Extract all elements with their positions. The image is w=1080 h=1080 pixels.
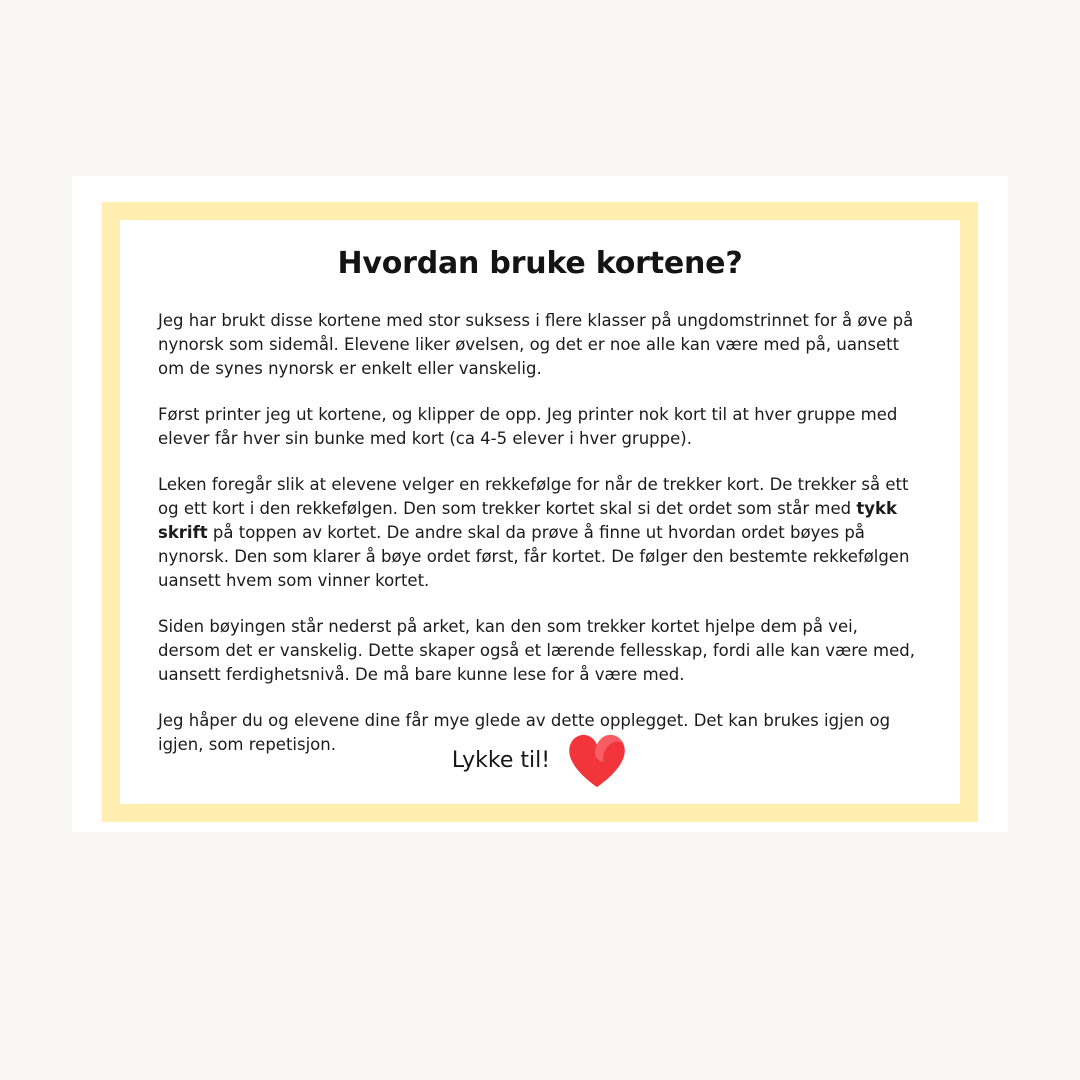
paragraph (158, 473, 922, 593)
red-heart-icon (566, 732, 628, 790)
paragraph-text: Siden bøyingen står nederst på arket, kan den som trekker kortet hjelpe dem på vei, dersom det er vanskelig. Dette skaper også et lærende fellesskap, fordi alle kan være med, uansett ferdighetsnivå. De må bare kunne lese for å være med. (158, 617, 916, 684)
paragraph (158, 615, 922, 687)
paragraph (158, 309, 922, 381)
paragraph-text: Først printer jeg ut kortene, og klipper de opp. Jeg printer nok kort til at hver gruppe med elever får hver sin bunke med kort (ca 4-5 elever i hver gruppe). (158, 405, 898, 448)
signoff (120, 732, 960, 790)
decorative-yellow-frame (102, 202, 978, 822)
body-copy (158, 309, 922, 757)
document-card (72, 176, 1008, 832)
paragraph-text: Jeg håper du og elevene dine får mye glede av dette opplegget. Det kan brukes igjen og igjen, som repetisjon. (158, 711, 891, 754)
signoff-text: Lykke til! (451, 748, 551, 773)
document-sheet (120, 220, 960, 804)
paragraph (158, 403, 922, 451)
paragraph-text: på toppen av kortet. De andre skal da prøve å finne ut hvordan ordet bøyes på nynorsk. Den som klarer å bøye ordet først, får kortet. De følger den bestemte rekkefølgen uansett hvem som vinner kortet. (158, 523, 910, 590)
paragraph-text: Leken foregår slik at elevene velger en rekkefølge for når de trekker kort. De trekker så ett og ett kort i den rekkefølgen. Den som trekker kortet skal si det ordet som står med (158, 475, 909, 518)
emphasis-text: tykk skrift (158, 499, 897, 542)
paragraph-text: Jeg har brukt disse kortene med stor suksess i flere klasser på ungdomstrinnet for å øve på nynorsk som sidemål. Elevene liker øvelsen, og det er noe alle kan være med på, uansett om de synes nynorsk er enkelt eller vanskelig. (158, 311, 914, 378)
page-title: Hvordan bruke kortene? (337, 246, 743, 281)
